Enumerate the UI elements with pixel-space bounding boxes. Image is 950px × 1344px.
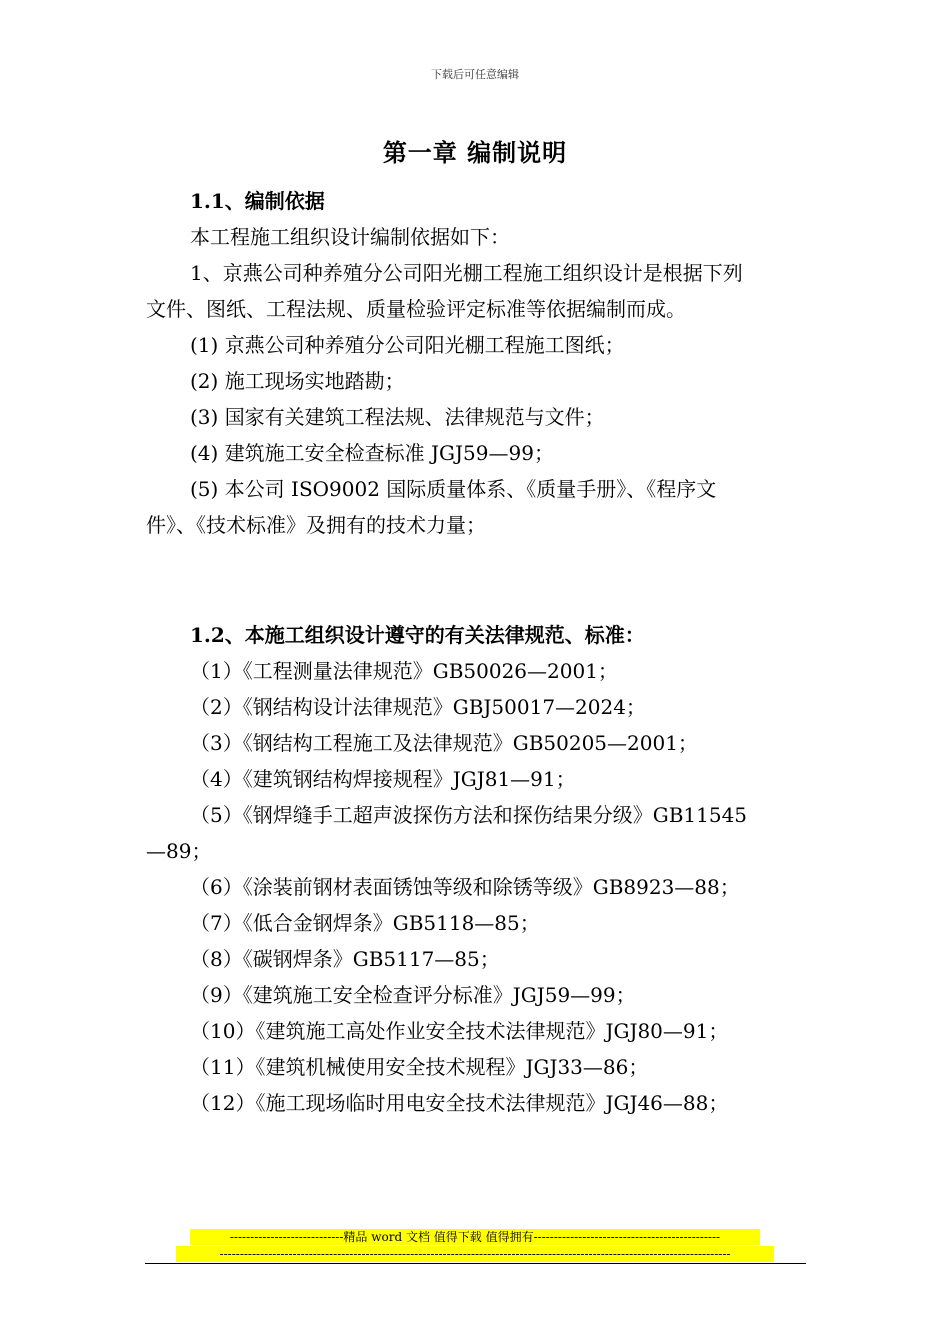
list-item: （5）《钢焊缝手工超声波探伤方法和探伤结果分级》GB11545 [190,803,748,827]
list-item: （8）《碳钢焊条》GB5117—85； [190,947,500,971]
list-item-continuation: —89； [146,839,212,863]
footer-banner-text: ----------------------------精品 word 文档 值得下载 值得拥有---------------------------------------------- [190,1229,760,1245]
list-item: （7）《低合金钢焊条》GB5118—85； [190,911,540,935]
footer-dash-text: ------------------------------------------------------------------------------------------------------------------------------ [176,1246,774,1262]
list-item: (4) 建筑施工安全检查标准 JGJ59—99； [190,441,554,465]
list-item: (5) 本公司 ISO9002 国际质量体系、《质量手册》、《程序文 [190,477,717,501]
section-compilation-basis [146,183,806,543]
list-item-continuation: 件》、《技术标准》及拥有的技术力量； [146,513,486,537]
list-item: (3) 国家有关建筑工程法规、法律规范与文件； [190,405,605,429]
list-item: （12）《施工现场临时用电安全技术法律规范》JGJ46—88； [190,1091,729,1115]
list-item: （9）《建筑施工安全检查评分标准》JGJ59—99； [190,983,636,1007]
section-heading: 1.1、编制依据 [190,189,325,213]
list-item: （3）《钢结构工程施工及法律规范》GB50205—2001； [190,731,698,755]
list-item: （11）《建筑机械使用安全技术规程》JGJ33—86； [190,1055,649,1079]
paragraph-line: 本工程施工组织设计编制依据如下： [190,225,510,249]
paragraph-line: 文件、图纸、工程法规、质量检验评定标准等依据编制而成。 [146,297,686,321]
section-standards [146,617,806,1121]
section-heading: 1.2、本施工组织设计遵守的有关法律规范、标准： [190,623,645,647]
list-item: （1）《工程测量法律规范》GB50026—2001； [190,659,618,683]
list-item: (1) 京燕公司种养殖分公司阳光棚工程施工图纸； [190,333,625,357]
list-item: (2) 施工现场实地踏勘； [190,369,405,393]
list-item: （2）《钢结构设计法律规范》GBJ50017—2024； [190,695,646,719]
footer-rule [145,1263,806,1264]
chapter-title: 第一章 编制说明 [382,138,568,167]
header-note: 下载后可任意编辑 [431,68,519,81]
paragraph-line: 1、京燕公司种养殖分公司阳光棚工程施工组织设计是根据下列 [190,261,743,285]
list-item: （10）《建筑施工高处作业安全技术法律规范》JGJ80—91； [190,1019,729,1043]
list-item: （4）《建筑钢结构焊接规程》JGJ81—91； [190,767,576,791]
list-item: （6）《涂装前钢材表面锈蚀等级和除锈等级》GB8923—88； [190,875,740,899]
